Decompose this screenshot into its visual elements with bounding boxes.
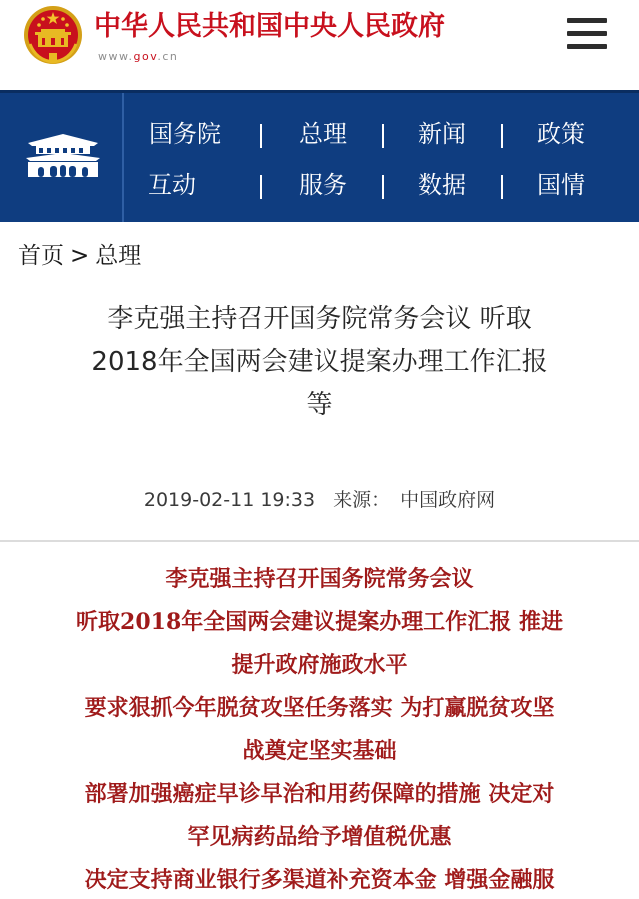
title-line: 2018年全国两会建议提案办理工作汇报 <box>91 347 548 377</box>
nav-separator <box>501 175 503 199</box>
summary-line: 战奠定坚实基础 <box>242 738 397 764</box>
nav-item-state-council[interactable]: 国务院 <box>149 120 221 148</box>
menu-bar <box>567 18 607 23</box>
nav-item-premier[interactable]: 总理 <box>299 120 347 148</box>
divider <box>0 540 639 542</box>
nav-item-data[interactable]: 数据 <box>418 171 466 199</box>
breadcrumb <box>18 240 141 272</box>
domain-mid: gov <box>133 50 158 63</box>
nav-item-news[interactable]: 新闻 <box>418 120 466 148</box>
nav-separator <box>260 175 262 199</box>
site-header <box>0 0 639 76</box>
article-summary <box>0 558 639 899</box>
hamburger-menu-icon[interactable] <box>567 16 607 50</box>
main-nav <box>0 90 639 222</box>
domain-prefix: www. <box>98 50 134 63</box>
summary-line: 提升政府施政水平 <box>231 652 408 678</box>
title-line: 等 <box>306 390 333 420</box>
source-label: 来源： <box>333 489 391 511</box>
site-domain <box>98 50 178 64</box>
breadcrumb-separator: > <box>70 243 90 269</box>
summary-line: 要求狠抓今年脱贫攻坚任务落实 为打赢脱贫攻坚 <box>84 695 555 721</box>
summary-line: 听取2018年全国两会建议提案办理工作汇报 推进 <box>76 609 563 635</box>
domain-suffix: .cn <box>157 50 179 63</box>
source-name: 中国政府网 <box>400 489 496 511</box>
title-line: 李克强主持召开国务院常务会议 听取 <box>107 304 532 334</box>
nav-item-interaction[interactable]: 互动 <box>148 171 196 199</box>
nav-separator <box>382 175 384 199</box>
menu-bar <box>567 31 607 36</box>
site-title[interactable]: 中华人民共和国中央人民政府 <box>94 11 445 42</box>
nav-logo[interactable] <box>0 93 124 222</box>
summary-line: 罕见病药品给予增值税优惠 <box>187 824 452 850</box>
nav-separator <box>260 124 262 148</box>
nav-item-services[interactable]: 服务 <box>299 171 347 199</box>
nav-grid <box>126 93 639 222</box>
menu-bar <box>567 44 607 49</box>
nav-separator <box>501 124 503 148</box>
breadcrumb-home-link[interactable]: 首页 <box>18 243 64 269</box>
nav-item-national-info[interactable]: 国情 <box>537 171 585 199</box>
nav-item-policy[interactable]: 政策 <box>537 120 585 148</box>
summary-line: 李克强主持召开国务院常务会议 <box>165 566 474 592</box>
national-emblem-icon[interactable] <box>22 4 84 66</box>
publish-datetime: 2019-02-11 19:33 <box>143 489 316 511</box>
summary-line: 部署加强癌症早诊早治和用药保障的措施 决定对 <box>84 781 555 807</box>
tiananmen-gate-icon <box>24 133 102 181</box>
article-meta <box>0 486 639 514</box>
summary-line: 决定支持商业银行多渠道补充资本金 增强金融服 <box>84 867 555 893</box>
nav-separator <box>382 124 384 148</box>
breadcrumb-current-link[interactable]: 总理 <box>95 243 142 269</box>
article-title <box>10 298 629 427</box>
